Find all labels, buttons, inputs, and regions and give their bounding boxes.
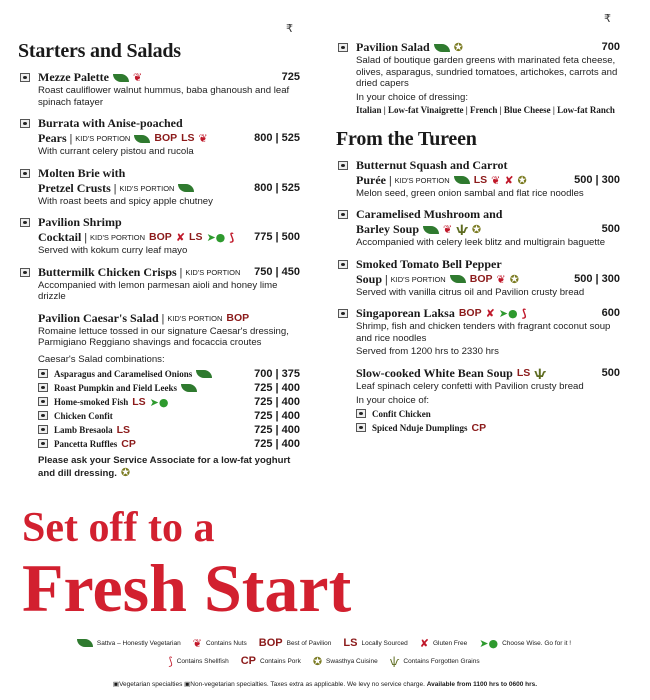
menu-item: [18, 311, 300, 349]
badge-ls: LS: [132, 396, 146, 408]
veg-leaf-icon: [113, 74, 129, 82]
badge-bop: BOP: [458, 307, 482, 319]
nonveg-box-icon: [356, 423, 366, 432]
item-name-text: Pears |: [38, 131, 73, 145]
item-name-line: [38, 230, 300, 245]
legend-text: Gluten Free: [432, 639, 468, 647]
menu-item: [18, 166, 300, 208]
veg-box-icon: [338, 260, 348, 269]
item-name-line: [356, 173, 620, 188]
combo-item: [38, 409, 300, 423]
item-name-text: Molten Brie with: [38, 165, 126, 180]
choice-label: In your choice of:: [356, 394, 430, 406]
gluten-free-icon: ✘: [175, 231, 186, 244]
footer-veg: Vegetarian specialties: [119, 681, 183, 688]
item-name-text: Buttermilk Chicken Crisps |: [38, 264, 183, 279]
veg-leaf-icon: [450, 275, 466, 283]
forgotten-grains-icon: ѱ: [456, 223, 468, 236]
footer-hours: Available from 1100 hrs to 0600 hrs.: [426, 681, 538, 688]
badge-bop: BOP: [226, 311, 250, 324]
badge-ls: LS: [181, 132, 195, 144]
item-name-line: [356, 158, 620, 173]
item-name-text: Cocktail |: [38, 230, 87, 244]
item-price: 750 | 450: [254, 265, 300, 278]
swasthya-icon: ✪: [471, 223, 482, 236]
combo-price: 725 | 400: [254, 382, 300, 394]
swasthya-icon: ✪: [517, 173, 527, 187]
box-icon: [38, 397, 48, 406]
item-price: 600: [601, 307, 620, 319]
nuts-icon: ❦: [132, 71, 143, 84]
kids-portion-label: KID'S PORTION: [185, 267, 241, 277]
item-name-text: Pavilion Caesar's Salad |: [38, 310, 165, 325]
veg-box-icon: [338, 161, 348, 170]
item-name: [356, 366, 620, 381]
veg-box-icon: [20, 268, 30, 277]
item-name: [38, 70, 300, 85]
item-name-line: [38, 215, 300, 230]
menu-item: [18, 215, 300, 257]
swasthya-icon: ✪: [453, 41, 463, 54]
item-description: Romaine lettuce tossed in our signature Caesar's dressing, Parmigiano Reggiano shavings and focaccia croutes: [38, 325, 289, 348]
menu-item: [18, 265, 300, 303]
veg-box-icon: [20, 73, 30, 82]
item-name-text: Caramelised Mushroom and: [356, 207, 503, 221]
item-name-line: [356, 366, 620, 381]
tureen-column: [336, 40, 620, 443]
item-name-line: [356, 306, 620, 321]
item-description: Leaf spinach celery confetti with Pavilion crusty bread: [356, 381, 584, 392]
item-name-text: Pavilion Shrimp: [38, 215, 122, 229]
kids-portion-label: KID'S PORTION: [119, 183, 175, 193]
veg-leaf-icon: [423, 226, 439, 234]
badge-ls: LS: [189, 231, 203, 243]
legend-text: Choose Wise. Go for it !: [502, 639, 572, 647]
legend-text: Best of Pavilion: [286, 639, 332, 647]
dressing-options: Italian | Low-fat Vinaigrette | French | Blue Cheese | Low-fat Ranch: [356, 104, 615, 115]
item-price: 725: [281, 71, 300, 83]
item-price: 775 | 500: [254, 231, 300, 243]
promo-line-2: Fresh Start: [22, 550, 352, 626]
choose-wise-fish-icon: ➤●: [206, 231, 226, 244]
item-name-line: [38, 131, 300, 146]
item-description: Roast cauliflower walnut hummus, baba ghanoush and leaf spinach fatayer: [38, 85, 290, 108]
nuts-icon: ❦: [198, 132, 208, 145]
menu-item: [336, 207, 620, 249]
veg-leaf-icon: [134, 135, 150, 143]
item-name-text: Soup |: [356, 271, 388, 286]
box-icon: [38, 411, 48, 420]
kids-portion-label: KID'S PORTION: [390, 274, 446, 284]
item-price: 800 | 525: [254, 132, 300, 144]
combo-name: Roast Pumpkin and Field Leeks: [54, 383, 178, 393]
choice-item: [356, 421, 620, 435]
choice-name: Spiced Nduje Dumplings: [372, 422, 468, 433]
legend-row: [0, 655, 650, 667]
legend-text: Contains Nuts: [205, 639, 247, 647]
badge-cp: CP: [121, 438, 136, 450]
veg-box-icon: [20, 169, 30, 178]
legend-text: Contains Pork: [260, 657, 301, 665]
veg-box-icon: [20, 119, 30, 128]
item-name: [38, 166, 300, 196]
legend-text: Locally Sourced: [361, 639, 408, 647]
item-description: Served with kokum curry leaf mayo: [38, 245, 188, 256]
menu-item: [336, 40, 620, 116]
item-description: Salad of boutique garden greens with marinated feta cheese, olives, asparagus, sundried tomatoes, artichokes, carrots and dried capers: [356, 55, 618, 89]
kids-portion-label: KID'S PORTION: [75, 134, 131, 143]
kids-portion-label: KID'S PORTION: [394, 175, 450, 185]
box-icon: [38, 425, 48, 434]
footer-taxes: Taxes extra as applicable. We levy no service charge.: [270, 681, 425, 688]
item-name: [356, 306, 620, 321]
item-price: 500 | 300: [574, 272, 620, 285]
choose-wise-fish-icon: ➤●: [479, 636, 499, 650]
item-name: [38, 311, 300, 326]
combo-item: [38, 437, 300, 451]
badge-ls: LS: [473, 173, 488, 186]
item-name-text: Burrata with Anise-poached: [38, 116, 183, 130]
starters-column: [18, 40, 300, 479]
nonveg-box-icon: ▣: [184, 681, 191, 688]
item-price: 500: [601, 367, 620, 379]
gluten-free-icon: ✘: [485, 307, 495, 320]
choice-label: In your choice of dressing:: [356, 91, 468, 103]
item-name-line: [356, 257, 620, 272]
item-name-text: Purée |: [356, 172, 392, 187]
choice-item: [356, 407, 620, 421]
item-price: 500: [601, 223, 620, 235]
badge-bop: BOP: [258, 637, 283, 649]
combos-label: Caesar's Salad combinations:: [38, 353, 165, 365]
item-name-text: Singaporean Laksa: [356, 306, 455, 320]
menu-item: [336, 306, 620, 358]
nuts-icon: ❦: [496, 272, 506, 286]
choose-wise-fish-icon: ➤●: [149, 395, 169, 409]
currency-symbol: ₹: [286, 23, 293, 35]
item-name-text: Butternut Squash and Carrot: [356, 157, 508, 172]
badge-ls: LS: [516, 367, 531, 379]
currency-symbol: ₹: [604, 13, 611, 25]
combo-price: 725 | 400: [254, 396, 300, 408]
combo-item: [38, 395, 300, 409]
footer: [0, 680, 650, 688]
choose-wise-fish-icon: ➤●: [498, 307, 518, 320]
veg-box-icon: [338, 43, 348, 52]
legend-text: Swasthya Cuisine: [326, 657, 378, 665]
combo-name: Lamb Bresaola: [54, 425, 113, 435]
item-name-line: [38, 116, 300, 131]
item-name-text: Barley Soup: [356, 222, 420, 236]
nonveg-box-icon: [356, 409, 366, 418]
swasthya-icon: ✪: [312, 654, 323, 668]
veg-leaf-icon: [77, 639, 93, 647]
item-name-text: Pavilion Salad: [356, 40, 430, 54]
legend-text: Contains Shellfish: [176, 657, 229, 665]
combo-price: 725 | 400: [254, 438, 300, 450]
item-name: [356, 207, 620, 237]
box-icon: [38, 369, 48, 378]
combo-item: [38, 367, 300, 381]
item-name-line: [356, 272, 620, 287]
nuts-icon: ❦: [491, 173, 501, 187]
veg-leaf-icon: [196, 370, 212, 378]
item-name-line: [38, 311, 300, 326]
box-icon: [38, 383, 48, 392]
item-name-line: [38, 265, 300, 280]
item-name-line: [38, 166, 300, 181]
menu-item: [336, 366, 620, 435]
menu-item: [18, 116, 300, 158]
item-name: [356, 40, 620, 55]
badge-cp: CP: [471, 421, 487, 434]
item-name-line: [38, 70, 300, 85]
dressing-note: [18, 455, 300, 479]
item-name-line: [356, 207, 620, 222]
kids-portion-label: KID'S PORTION: [89, 233, 146, 242]
item-price: 500 | 300: [574, 173, 620, 186]
forgotten-grains-icon: ѱ: [389, 654, 400, 668]
menu-item: [18, 70, 300, 108]
section-heading: Starters and Salads: [18, 40, 181, 62]
veg-box-icon: [338, 309, 348, 318]
item-name-line: [38, 181, 300, 196]
item-name-line: [356, 222, 620, 237]
shellfish-icon: ⟆: [229, 231, 235, 244]
menu-item: [336, 257, 620, 299]
badge-ls: LS: [343, 637, 358, 649]
gluten-free-icon: ✘: [419, 636, 429, 650]
item-name-text: Slow-cooked White Bean Soup: [356, 366, 513, 380]
veg-leaf-icon: [454, 176, 470, 184]
nuts-icon: ❦: [443, 223, 453, 236]
combo-name: Chicken Confit: [54, 411, 113, 421]
badge-bop: BOP: [469, 272, 493, 285]
veg-leaf-icon: [181, 384, 197, 392]
legend-text: Contains Forgotten Grains: [403, 657, 480, 665]
veg-box-icon: [20, 218, 30, 227]
forgotten-grains-icon: ѱ: [534, 367, 546, 380]
veg-box-icon: ▣: [112, 681, 120, 688]
item-price: 700: [601, 41, 620, 53]
combo-price: 725 | 400: [254, 410, 300, 422]
combo-item: [38, 381, 300, 395]
item-name-line: [356, 40, 620, 55]
badge-cp: CP: [240, 655, 256, 667]
combo-price: 700 | 375: [254, 368, 300, 380]
item-description: With roast beets and spicy apple chutney: [38, 195, 213, 207]
veg-box-icon: [338, 210, 348, 219]
veg-leaf-icon: [178, 184, 194, 192]
serving-hours: Served from 1200 hrs to 2330 hrs: [356, 346, 499, 357]
choice-name: Confit Chicken: [372, 408, 431, 419]
combo-price: 725 | 400: [254, 424, 300, 436]
item-description: Served with vanilla citrus oil and Pavilion crusty bread: [356, 286, 585, 298]
shellfish-icon: ⟆: [168, 654, 173, 668]
badge-bop: BOP: [154, 132, 178, 144]
item-description: Accompanied with lemon parmesan aioli and honey lime drizzle: [38, 279, 278, 302]
item-description: Melon seed, green onion sambal and flat rice noodles: [356, 187, 584, 199]
item-description: Accompanied with celery leek blitz and multigrain baguette: [356, 237, 606, 248]
veg-leaf-icon: [434, 44, 450, 52]
item-name: [38, 265, 300, 280]
dressing-note-text: Please ask your Service Associate for a low-fat yoghurt and dill dressing.: [38, 455, 291, 479]
item-description: Shrimp, fish and chicken tenders with fragrant coconut soup and rice noodles: [356, 321, 611, 344]
badge-bop: BOP: [149, 231, 172, 243]
swasthya-icon: ✪: [120, 465, 131, 479]
item-name: [356, 158, 620, 188]
shellfish-icon: ⟆: [521, 307, 527, 320]
item-name-text: Smoked Tomato Bell Pepper: [356, 256, 502, 271]
swasthya-icon: ✪: [509, 272, 519, 286]
combo-item: [38, 423, 300, 437]
item-name-text: Pretzel Crusts |: [38, 180, 117, 195]
item-name: [38, 116, 300, 146]
nuts-icon: ❦: [192, 636, 202, 650]
kids-portion-label: KID'S PORTION: [167, 313, 223, 323]
item-name: [356, 257, 620, 287]
combo-name: Home-smoked Fish: [54, 397, 129, 407]
badge-ls: LS: [116, 424, 131, 436]
box-icon: [38, 439, 48, 448]
item-description: With currant celery pistou and rucola: [38, 146, 194, 157]
legend-text: Sattva – Honestly Vegetarian: [96, 639, 181, 647]
section-heading: From the Tureen: [336, 127, 477, 150]
item-name: [38, 215, 300, 245]
legend-row: [0, 637, 650, 649]
promo-line-1: Set off to a: [22, 505, 215, 551]
item-name-text: Mezze Palette: [38, 70, 109, 84]
gluten-free-icon: ✘: [504, 173, 514, 187]
combo-name: Asparagus and Caramelised Onions: [54, 369, 193, 379]
item-price: 800 | 525: [254, 181, 300, 194]
footer-nonveg: Non-vegetarian specialties.: [190, 681, 269, 688]
combo-name: Pancetta Ruffles: [54, 439, 118, 449]
menu-item: [336, 158, 620, 200]
